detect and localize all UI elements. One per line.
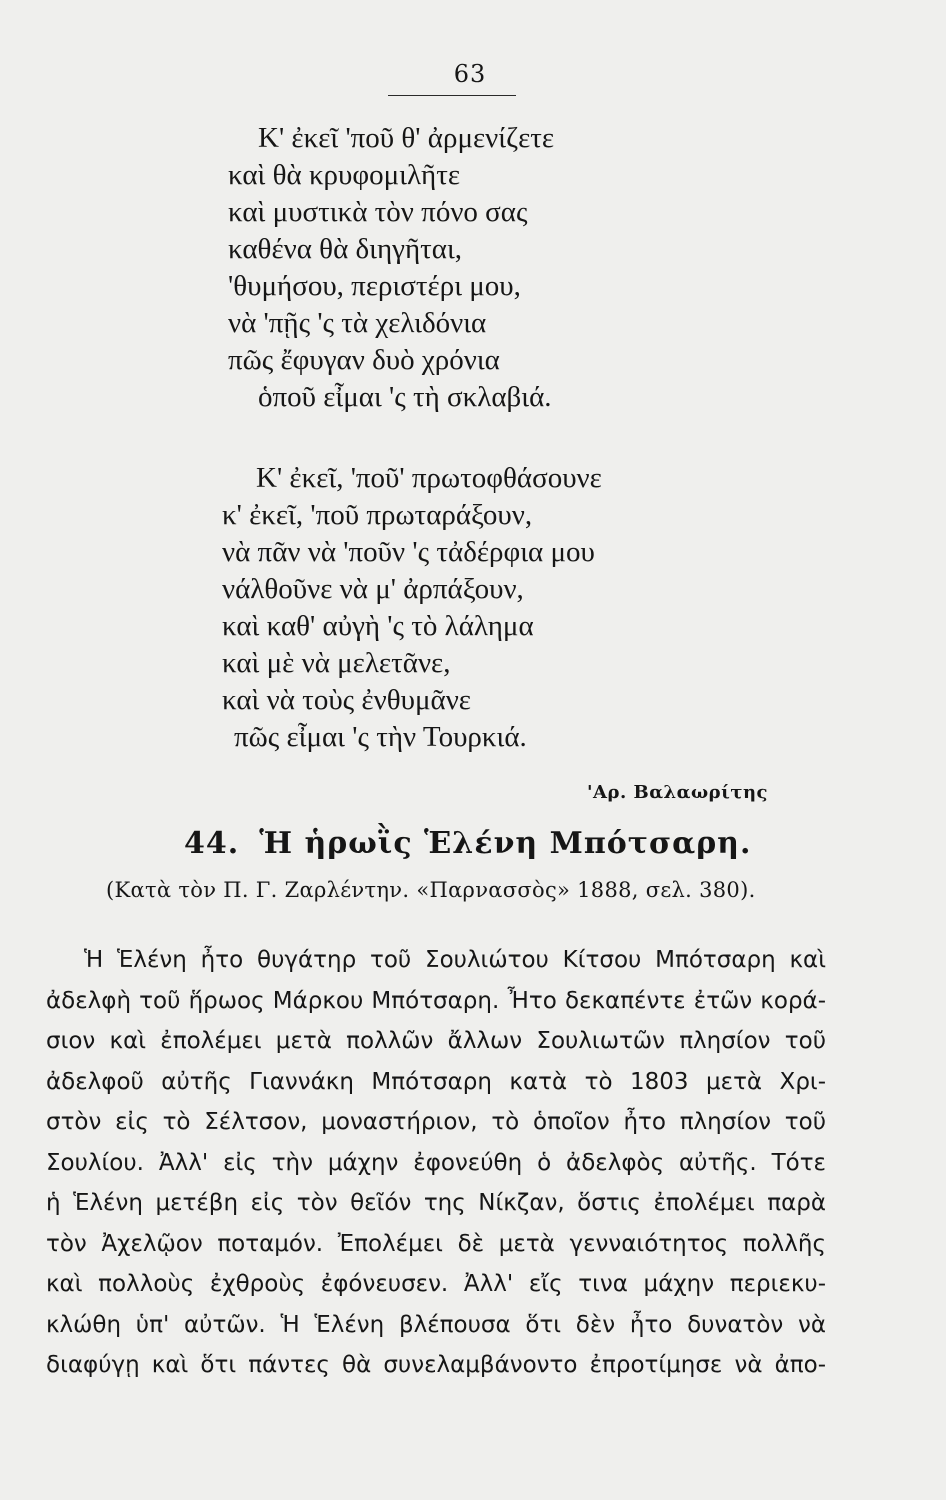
- poem-stanza-1: [228, 120, 554, 416]
- poem-line: πῶς εἶμαι 'ς τὴν Τουρκιά.: [234, 721, 527, 753]
- poem-line: καθένα θὰ διηγῆται,: [228, 233, 463, 265]
- poem-attribution: 'Αρ. Βαλαωρίτης: [587, 782, 768, 803]
- poem-line: νὰ 'πῇς 'ς τὰ χελιδόνια: [228, 307, 487, 339]
- section-number: 44.: [184, 826, 240, 861]
- poem-line: κ' ἐκεῖ, 'ποῦ πρωταράξουν,: [222, 499, 533, 531]
- page-number: 63: [453, 60, 487, 88]
- page-number-rule: [388, 95, 516, 96]
- prose-line: Σουλίου. Ἀλλ' εἰς τὴν μάχην ἐφονεύθη ὁ ἀδελφὸς αὐτῆς. Τότε: [46, 1149, 826, 1176]
- prose-line: ἀδελφοῦ αὐτῆς Γιαννάκη Μπότσαρη κατὰ τὸ 1803 μετὰ Χρι-: [46, 1068, 826, 1095]
- prose-paragraph: [46, 940, 826, 1386]
- prose-line: καὶ πολλοὺς ἐχθροὺς ἐφόνευσεν. Ἀλλ' εἴς τινα μάχην περιεκυ-: [46, 1271, 826, 1297]
- prose-line: τὸν Ἀχελῷον ποταμόν. Ἐπολέμει δὲ μετὰ γενναιότητος πολλῆς: [46, 1230, 826, 1257]
- poem-line: πῶς ἔφυγαν δυὸ χρόνια: [228, 344, 500, 376]
- prose-line: σιον καὶ ἐπολέμει μετὰ πολλῶν ἄλλων Σουλιωτῶν πλησίον τοῦ: [46, 1028, 826, 1054]
- prose-line: στὸν εἰς τὸ Σέλτσον, μοναστήριον, τὸ ὁποῖον ἦτο πλησίον τοῦ: [46, 1109, 826, 1135]
- poem-line: νάλθοῦνε νὰ μ' ἀρπάξουν,: [222, 573, 524, 605]
- poem-line: Κ' ἐκεῖ, 'ποῦ' πρωτοφθάσουνε: [256, 462, 602, 494]
- poem-line: καὶ καθ' αὐγὴ 'ς τὸ λάλημα: [222, 610, 534, 642]
- prose-line: ἀδελφὴ τοῦ ἥρωος Μάρκου Μπότσαρη. Ἦτο δεκαπέντε ἐτῶν κορά-: [46, 987, 826, 1014]
- poem-line: νὰ πᾶν νὰ 'ποῦν 'ς τἀδέρφια μου: [222, 536, 595, 568]
- prose-line: κλώθη ὑπ' αὐτῶν. Ἡ Ἑλένη βλέπουσα ὅτι δὲν ἦτο δυνατὸν νὰ: [46, 1311, 826, 1338]
- poem-stanza-2: [222, 460, 602, 756]
- poem-line: Κ' ἐκεῖ 'ποῦ θ' ἀρμενίζετε: [258, 122, 555, 154]
- source-note: (Κατὰ τὸν Π. Γ. Ζαρλέντην. «Παρνασσὸς» 1888, σελ. 380).: [106, 878, 756, 902]
- poem-line: καὶ μὲ νὰ μελετᾶνε,: [222, 647, 451, 679]
- poem-line: καὶ θὰ κρυφομιλῆτε: [228, 159, 461, 191]
- poem-line: καὶ μυστικὰ τὸν πόνο σας: [228, 196, 528, 228]
- section-heading: [184, 826, 752, 861]
- prose-line: ἡ Ἑλένη μετέβη εἰς τὸν θεῖόν της Νίκζαν, ὅστις ἐπολέμει παρὰ: [46, 1190, 826, 1216]
- poem-line: 'θυμήσου, περιστέρι μου,: [228, 270, 521, 302]
- poem-line: καὶ νὰ τοὺς ἐνθυμᾶνε: [222, 684, 471, 716]
- poem-line: ὁποῦ εἶμαι 'ς τὴ σκλαβιά.: [258, 381, 552, 413]
- prose-line: διαφύγῃ καὶ ὅτι πάντες θὰ συνελαμβάνοντο ἐπροτίμησε νὰ ἀπο-: [46, 1352, 826, 1378]
- prose-line: Ἡ Ἑλένη ἦτο θυγάτηρ τοῦ Σουλιώτου Κίτσου Μπότσαρη καὶ: [84, 947, 826, 973]
- section-title: Ἡ ἡρωῒς Ἑλένη Μπότσαρη.: [259, 826, 752, 861]
